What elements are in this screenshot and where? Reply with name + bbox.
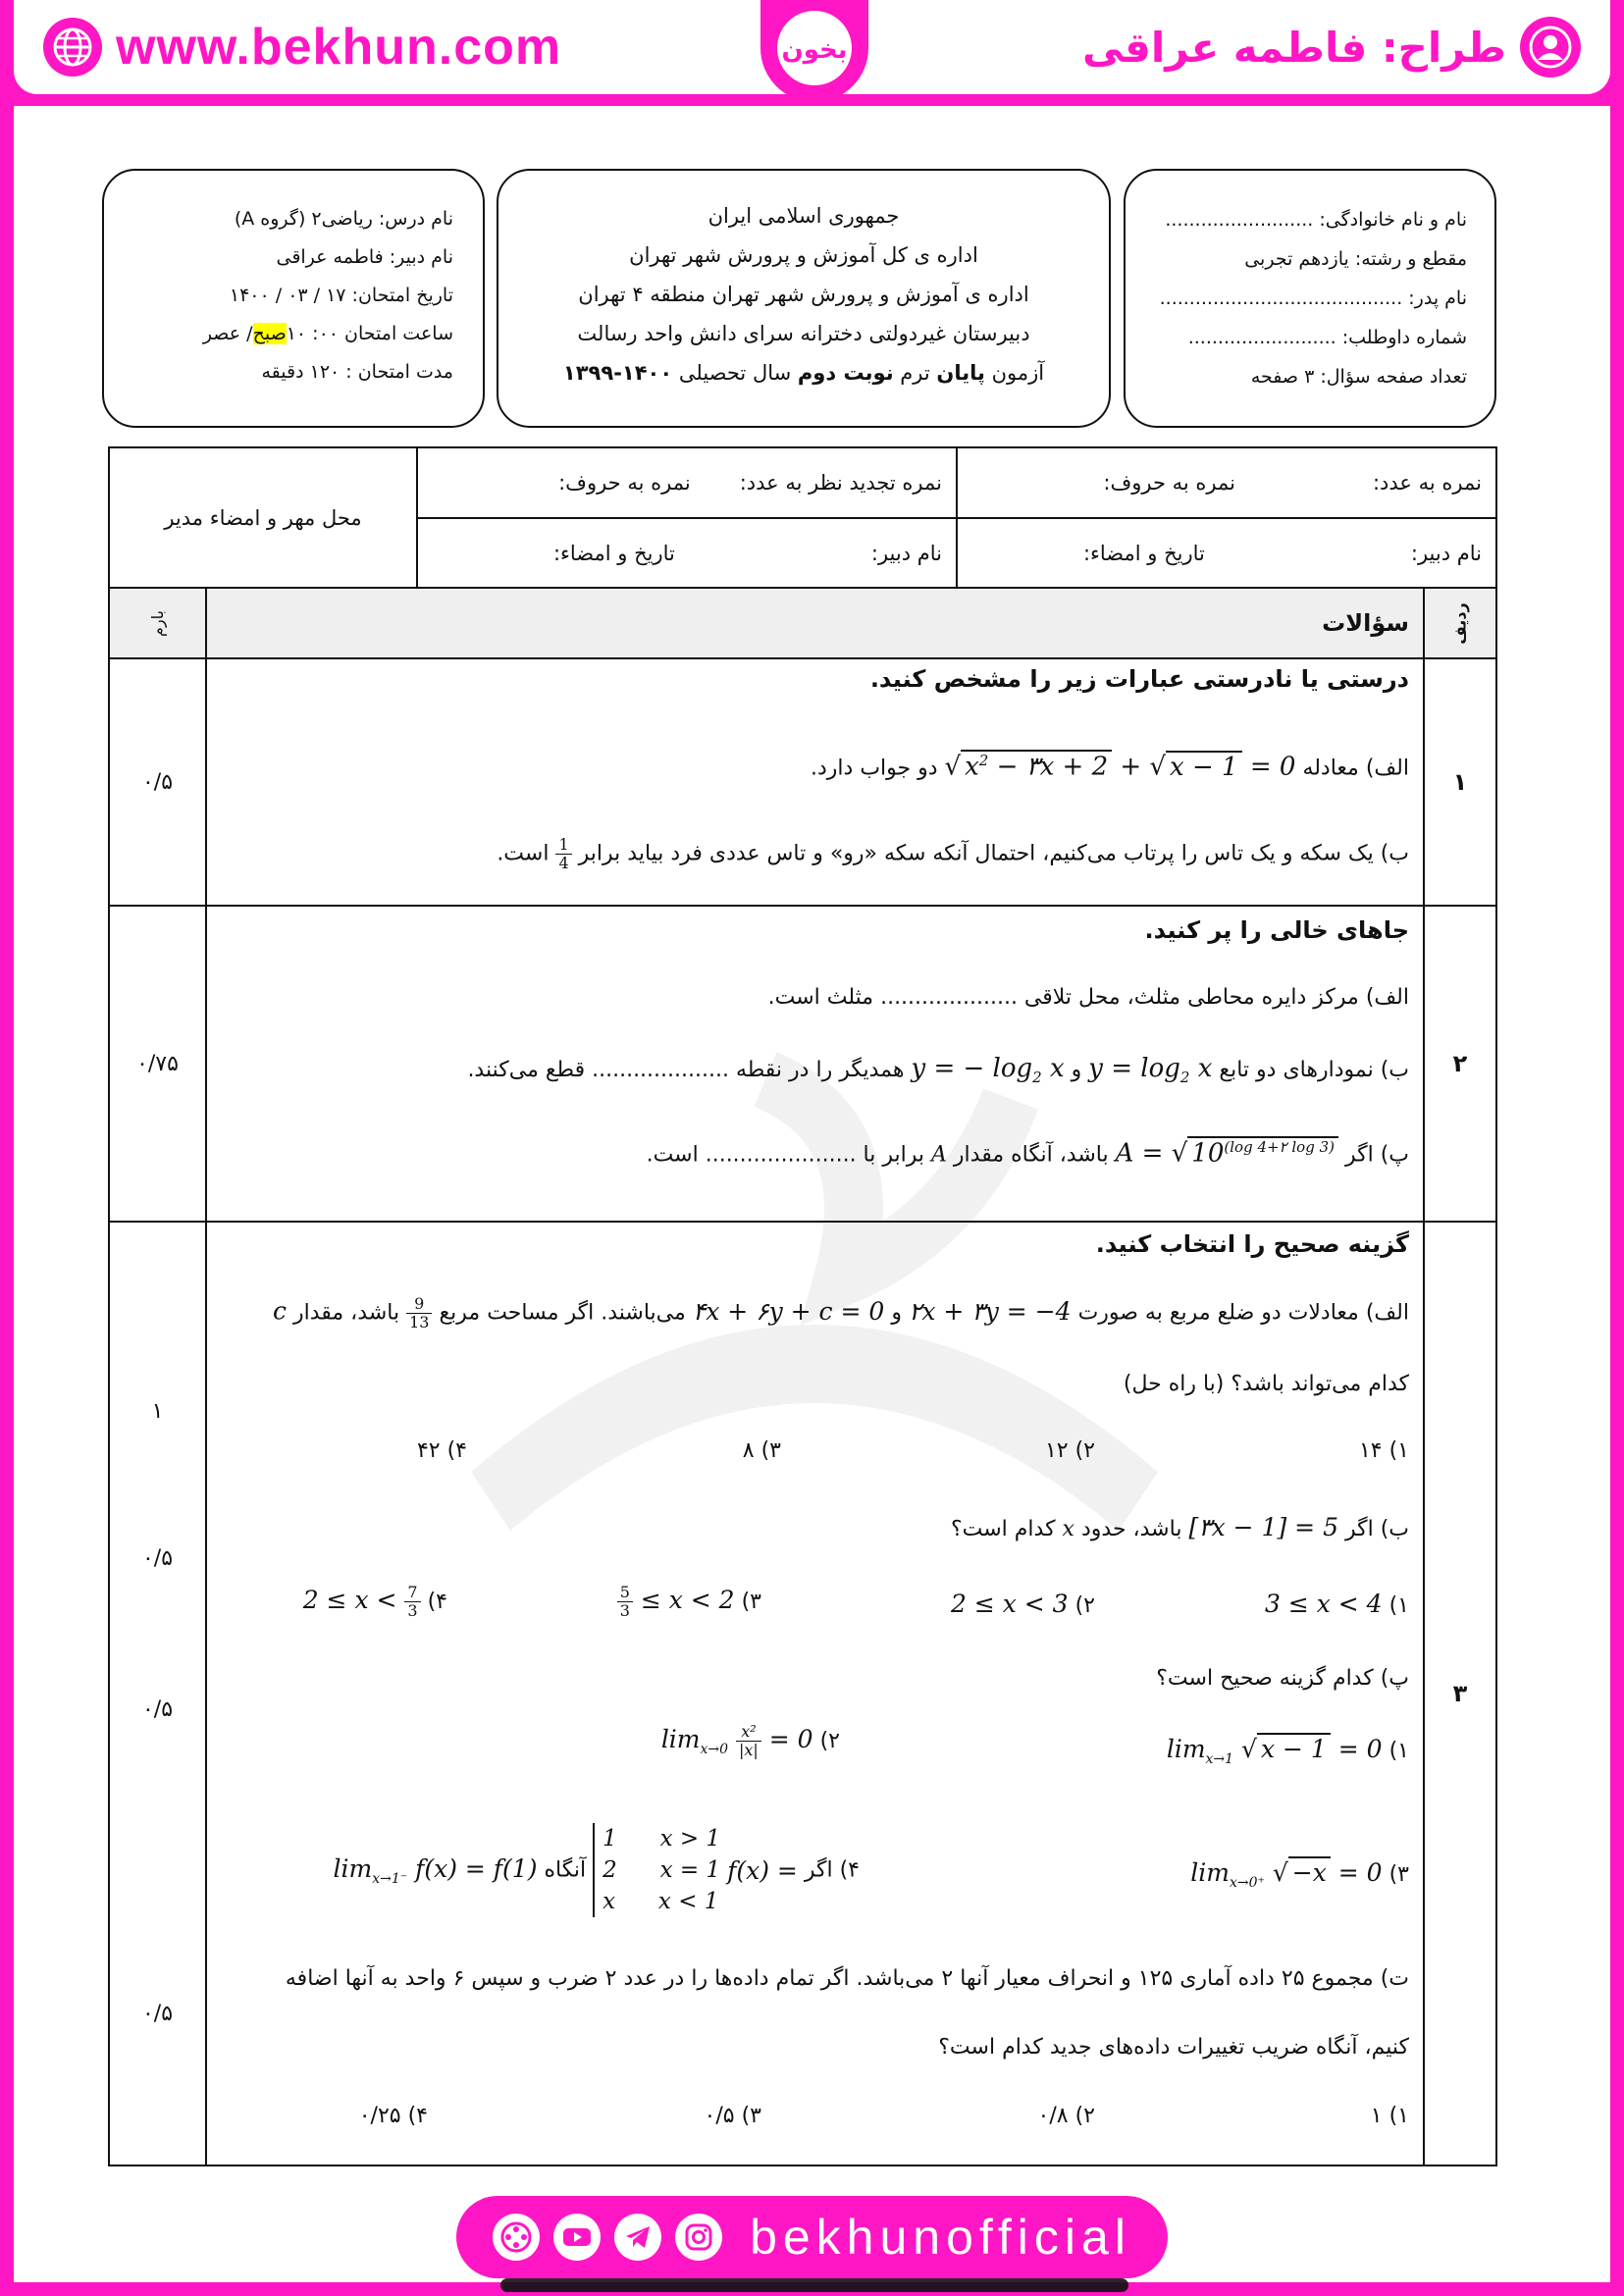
district-office: اداره ی آموزش و پرورش شهر تهران منطقه ۴ تهران [578,283,1029,306]
footer-shadow [500,2278,1128,2292]
question-part-c: پ) کدام گزینه صحیح است؟ [1156,1666,1409,1691]
bekhun-logo [760,0,868,102]
option-d4[interactable]: ۴) ۰/۲۵ [358,2104,428,2128]
option-c2[interactable]: ۲) $\lim_{x\to 0}$ $\frac{\text{x²}}{|x|}$ = 0 [660,1722,840,1759]
option-b2[interactable]: ۲) 2 ≤ x < 3 [950,1590,1095,1618]
option-c3[interactable]: ۳) $\lim_{x\to 0^+}$ √ −x = 0 [1190,1858,1409,1891]
exam-title: آزمون پایان ترم نوبت دوم سال تحصیلی ۱۴۰۰-۱۳۹۹ [562,361,1045,385]
option-d3[interactable]: ۳) ۰/۵ [704,2104,761,2128]
score-cell: نمره به عدد:نمره به حروف: [957,447,1496,518]
aparat-icon[interactable] [493,2214,540,2261]
globe-icon [43,18,102,77]
general-office: اداره ی کل آموزش و پرورش شهر تهران [629,243,978,267]
logo-text: بخون [781,35,848,65]
student-name: نام و نام خانوادگی: ......................... [1165,209,1467,231]
principal-stamp-cell: محل مهر و امضاء مدیر [109,447,417,589]
question-part-a: الف) معادله √ $x^2$ − ۳x + 2 + √ x − 1 = 0 دو جواب دارد. [811,752,1409,782]
father-name: نام پدر: ......................................... [1159,287,1467,309]
review-teacher-sign-cell: نام دبیر:تاریخ و امضاء: [417,518,957,589]
question-body [206,906,1424,1222]
question-part-d-line2: کنیم، آنگاه ضریب تغییرات داده‌های جدید کدام است؟ [938,2035,1409,2060]
score-header: بارم [109,588,206,658]
teacher-sign-cell: نام دبیر:تاریخ و امضاء: [957,518,1496,589]
website-link[interactable] [43,18,561,77]
review-score-cell: نمره تجدید نظر به عدد:نمره به حروف: [417,447,957,518]
score-part-a: ۱ [151,1399,164,1424]
exam-time-value: ساعت امتحان ۰۰: ۱۰ [286,323,453,344]
question-body [206,1222,1424,2166]
question-row-3 [109,1222,1496,2166]
option-a1[interactable]: ۱) ۱۴ [1358,1438,1409,1463]
question-row-1 [109,658,1496,906]
teacher-name: نام دبیر: فاطمه عراقی [276,246,453,268]
row-header: ردیف [1424,588,1496,658]
question-number: ۱ [1424,658,1496,906]
option-a4[interactable]: ۴) ۴۲ [416,1438,467,1463]
option-c4[interactable]: ۴) اگر f(x) = 1 x > 1 2 x = 1 x x < 1 آنگاه $\lim_{x\to 1^-} f(x) = f(1)$ [334,1823,860,1921]
designer-label [1082,18,1581,77]
student-info-box [1124,169,1496,428]
option-d1[interactable]: ۱) ۱ [1370,2104,1409,2128]
exam-duration: مدت امتحان : ۱۲۰ دقیقه [261,361,453,383]
question-number: ۲ [1424,906,1496,1222]
telegram-icon[interactable] [614,2214,661,2261]
page-count: تعداد صفحه سؤال: ۳ صفحه [1250,366,1467,388]
option-c1[interactable]: ۱) $\lim_{x\to 1}$ √ x − 1 = 0 [1166,1735,1409,1767]
option-a3[interactable]: ۳) ۸ [742,1438,781,1463]
question-score: ۰/۵ [109,658,206,906]
question-part-b: ب) یک سکه و یک تاس را پرتاب می‌کنیم، احتمال آنکه سکه «رو» و تاس عددی فرد بیاید برابر $\frac{1}{4}$ است. [497,835,1409,872]
instagram-icon[interactable] [675,2214,722,2261]
questions-header: سؤالات [206,588,1424,658]
social-footer [456,2196,1168,2278]
score-part-d: ۰/۵ [141,2002,174,2026]
question-score-column [109,1222,206,2166]
exam-date: تاریخ امتحان: ۱۷ / ۰۳ / ۱۴۰۰ [229,285,453,306]
questions-table [108,587,1497,2166]
option-b3[interactable]: ۳) $\frac{5}{3}$ ≤ x < 2 [617,1584,761,1620]
question-part-b: ب) اگر [۳x − 1] = 5 باشد، حدود x کدام است؟ [950,1513,1409,1541]
question-part-d: ت) مجموع ۲۵ داده آماری ۱۲۵ و انحراف معیار آنها ۲ می‌باشد. اگر تمام داده‌ها را در عدد ۲ ضرب و سپس ۶ واحد به آنها اضافه [285,1966,1409,1991]
question-part-a-line2: کدام می‌تواند باشد؟ (با راه حل) [1123,1372,1409,1396]
candidate-number: شماره داوطلب: ......................... [1187,327,1467,348]
student-grade: مقطع و رشته: یازدهم تجربی [1244,248,1467,270]
question-number: ۳ [1424,1222,1496,2166]
school-info-box [497,169,1111,428]
social-handle[interactable]: bekhunofficial [750,2210,1131,2265]
question-row-2 [109,906,1496,1222]
question-part-a: الف) معادلات دو ضلع مربع به صورت ۲x + ۳y = −4 و ۴x + ۶y + c = 0 می‌باشند. اگر مساحت مربع $\frac{9}{13}$ باشد، مقدار c [272,1294,1409,1331]
user-icon [1520,17,1581,78]
question-title: جاهای خالی را پر کنید. [1144,916,1409,944]
option-a2[interactable]: ۲) ۱۲ [1044,1438,1095,1463]
option-b4[interactable]: ۴) 2 ≤ x < $\frac{7}{3}$ [302,1583,447,1620]
question-part-a: الف) مرکز دایره محاطی مثلث، محل تلاقی .................... مثلث است. [767,985,1409,1010]
website-text: www.bekhun.com [116,19,562,76]
score-part-c: ۰/۵ [141,1697,174,1722]
grade-table [108,446,1497,590]
course-name: نام درس: ریاضی۲ (گروه A) [234,208,453,230]
country-name: جمهوری اسلامی ایران [707,204,900,228]
school-name: دبیرستان غیردولتی دخترانه سرای دانش واحد رسالت [577,322,1030,345]
question-score: ۰/۷۵ [109,906,206,1222]
score-part-b: ۰/۵ [141,1546,174,1571]
option-d2[interactable]: ۲) ۰/۸ [1037,2104,1095,2128]
question-part-b: ب) نمودارهای دو تابع $y = \log_2 x$ و y = − $\log_2 x$ همدیگر را در نقطه .................... قطع می‌کنند. [467,1054,1409,1087]
exam-time-morning: صبح [252,323,287,344]
exam-time [104,315,453,353]
exam-info-box [102,169,485,428]
exam-time-afternoon: / عصر [202,323,253,344]
option-b1[interactable]: ۱) 3 ≤ x < 4 [1264,1590,1409,1618]
question-title: گزینه صحیح را انتخاب کنید. [1095,1230,1409,1258]
question-title: درستی یا نادرستی عبارات زیر را مشخص کنید. [869,665,1409,693]
question-part-c: پ) اگر A = √ $10^{(log 4+۲ log 3)}$ باشد، آنگاه مقدار A برابر با ...................... است. [646,1138,1409,1169]
question-body [206,658,1424,906]
top-banner [0,0,1624,106]
youtube-icon[interactable] [553,2214,601,2261]
designer-text: طراح: فاطمه عراقی [1081,23,1506,72]
